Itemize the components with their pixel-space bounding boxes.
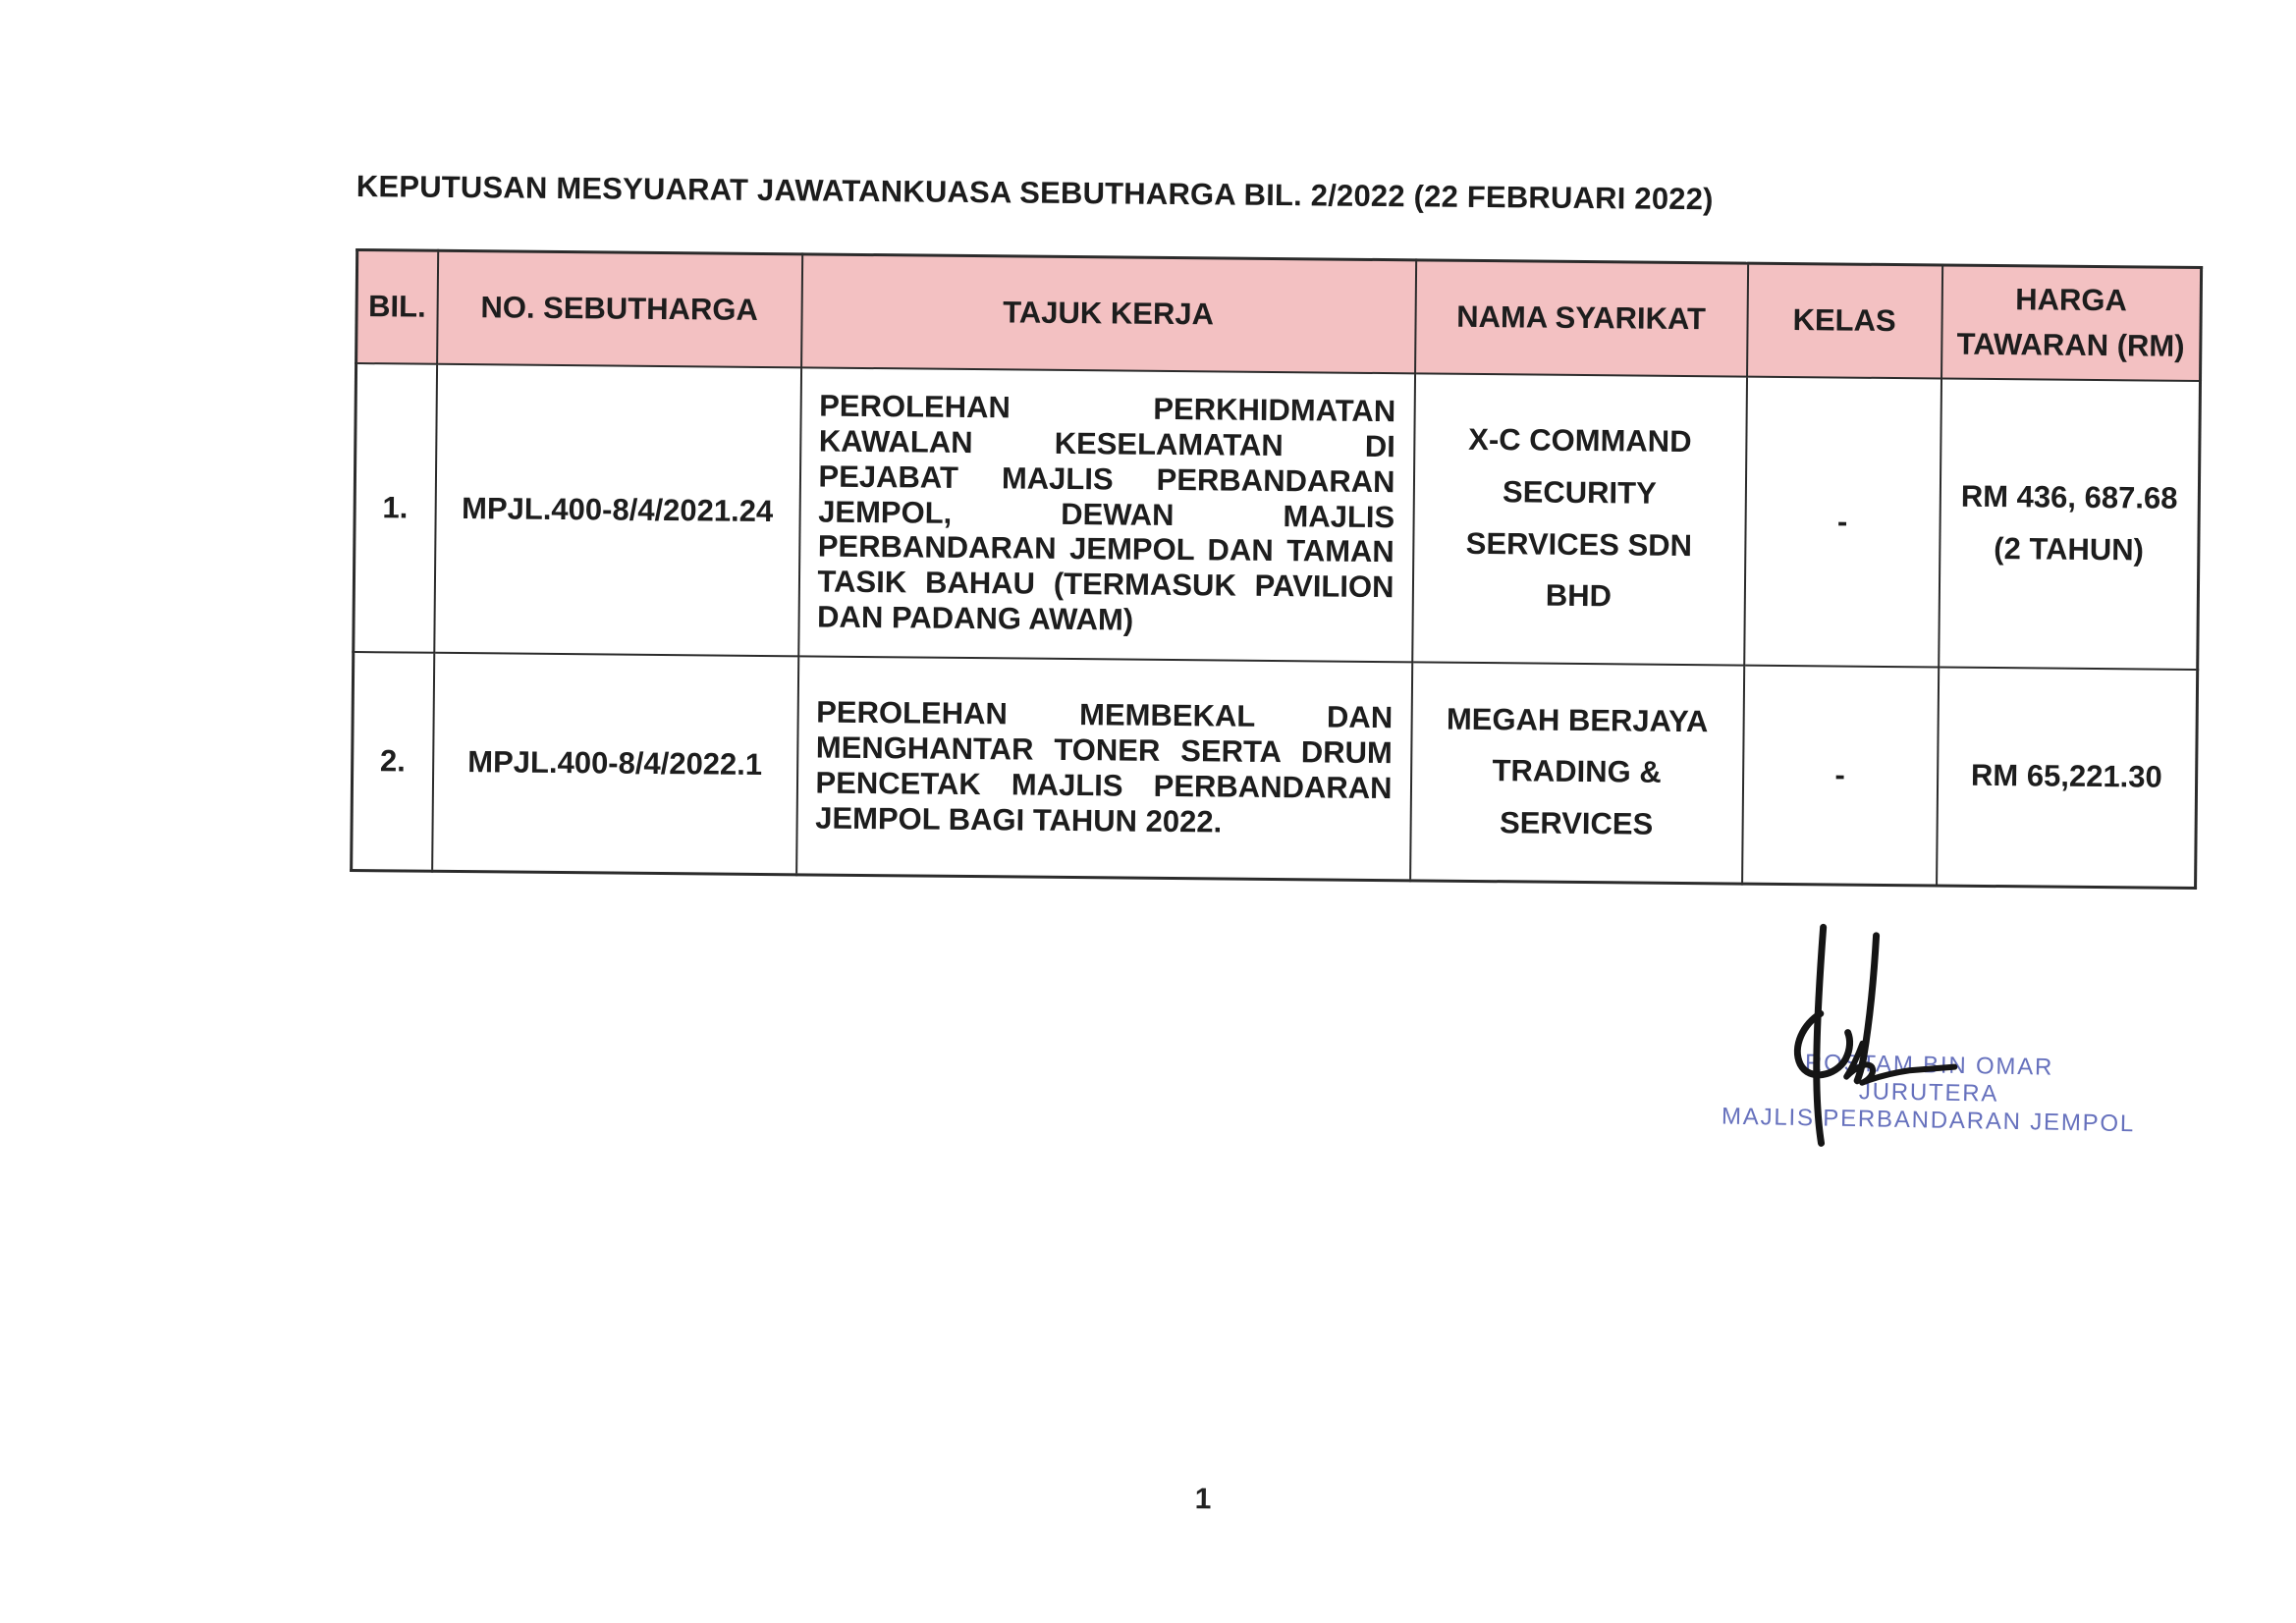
row1-harga-tawaran	[1939, 378, 2201, 670]
header-bil: BIL.	[356, 250, 438, 364]
quotation-results-table	[350, 248, 2203, 890]
stamp-officer-name: ROSTAM BIN OMAR	[1804, 1050, 2054, 1081]
handwritten-signature	[1790, 923, 1959, 1151]
page-number: 1	[1194, 1483, 1212, 1516]
row2-tajuk-kerja: PEROLEHAN MEMBEKAL DAN MENGHANTAR TONER SERTA DRUM PENCETAK MAJLIS PERBANDARAN JEMPOL BAGI TAHUN 2022.	[796, 656, 1412, 881]
row2-no-sebutharga: MPJL.400-8/4/2022.1	[432, 652, 798, 875]
table-row	[354, 363, 2201, 670]
row1-bil: 1.	[354, 363, 437, 653]
header-no-sebutharga: NO. SEBUTHARGA	[437, 250, 802, 367]
row1-harga-amount: RM 436, 687.68	[1960, 478, 2178, 515]
row1-kelas: -	[1744, 376, 1941, 667]
table-row	[352, 651, 2198, 888]
row1-harga-duration: (2 TAHUN)	[1994, 530, 2145, 567]
row2-harga-tawaran	[1937, 667, 2198, 889]
table-header-row	[356, 250, 2202, 381]
row2-kelas: -	[1742, 665, 1939, 886]
document-title: KEPUTUSAN MESYUARAT JAWATANKUASA SEBUTHARGA BIL. 2/2022 (22 FEBRUARI 2022)	[355, 169, 1714, 217]
row1-nama-syarikat: X-C COMMAND SECURITY SERVICES SDN BHD	[1412, 373, 1747, 665]
header-harga-tawaran: HARGA TAWARAN (RM)	[1941, 265, 2202, 381]
stamp-organization: MAJLIS PERBANDARAN JEMPOL	[1721, 1103, 2136, 1138]
row1-no-sebutharga: MPJL.400-8/4/2021.24	[434, 363, 801, 656]
document-content	[350, 169, 2203, 1516]
row2-bil: 2.	[352, 651, 434, 871]
row1-tajuk-kerja: PEROLEHAN PERKHIDMATAN KAWALAN KESELAMATAN DI PEJABAT MAJLIS PERBANDARAN JEMPOL, DEWAN MAJLIS PERBANDARAN JEMPOL DAN TAMAN TASIK BAHAU (TERMASUK PAVILION DAN PADANG AWAM)	[798, 367, 1415, 662]
header-tajuk-kerja: TAJUK KERJA	[801, 254, 1416, 373]
header-nama-syarikat: NAMA SYARIKAT	[1415, 260, 1748, 376]
header-kelas: KELAS	[1747, 263, 1942, 378]
stamp-officer-position: JURUTERA	[1858, 1078, 1999, 1108]
row2-harga-amount: RM 65,221.30	[1970, 758, 2162, 795]
row2-nama-syarikat: MEGAH BERJAYA TRADING & SERVICES	[1410, 662, 1744, 884]
